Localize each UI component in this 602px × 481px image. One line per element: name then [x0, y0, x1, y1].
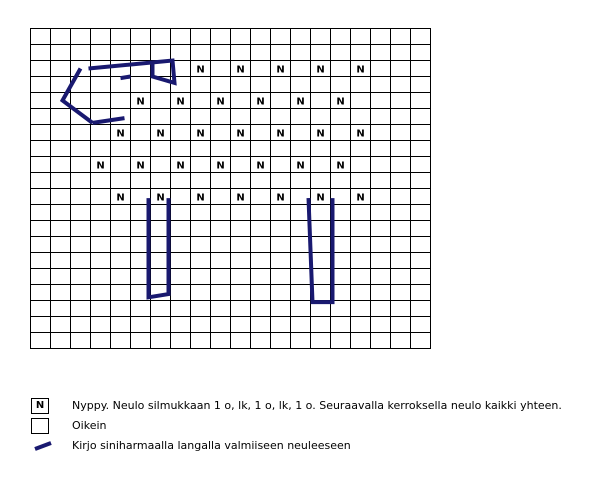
nyppy-symbol: N	[276, 128, 285, 140]
nyppy-symbol: N	[356, 128, 365, 140]
legend-nyppy-swatch: N	[31, 398, 49, 414]
nyppy-symbol: N	[136, 160, 145, 172]
nyppy-symbol: N	[216, 160, 225, 172]
legend-kirjo-swatch	[34, 441, 52, 451]
nyppy-symbol: N	[356, 64, 365, 76]
nyppy-symbol: N	[156, 128, 165, 140]
nyppy-symbol: N	[336, 96, 345, 108]
nyppy-symbol: N	[196, 128, 205, 140]
legend-row-oikein	[31, 418, 601, 434]
legend-oikein-text: Oikein	[72, 419, 107, 432]
nyppy-symbol: N	[296, 96, 305, 108]
embroidery-stroke	[121, 77, 131, 79]
nyppy-symbol: N	[176, 96, 185, 108]
nyppy-symbol: N	[116, 192, 125, 204]
nyppy-symbol: N	[176, 160, 185, 172]
nyppy-symbol: N	[296, 160, 305, 172]
nyppy-symbol: N	[116, 128, 125, 140]
nyppy-symbol: N	[316, 128, 325, 140]
nyppy-symbol: N	[256, 160, 265, 172]
nyppy-symbol: N	[276, 192, 285, 204]
nyppy-symbol: N	[256, 96, 265, 108]
nyppy-symbol: N	[196, 192, 205, 204]
legend-kirjo-text: Kirjo siniharmaalla langalla valmiiseen neuleeseen	[72, 439, 351, 452]
nyppy-symbol: N	[316, 64, 325, 76]
nyppy-symbol: N	[236, 192, 245, 204]
nyppy-symbol: N	[356, 192, 365, 204]
legend-oikein-swatch	[31, 418, 49, 434]
nyppy-symbol: N	[276, 64, 285, 76]
legend	[31, 398, 601, 458]
nyppy-symbol: N	[236, 128, 245, 140]
legend-row-nyppy	[31, 398, 601, 414]
nyppy-symbol: N	[336, 160, 345, 172]
nyppy-symbol: N	[96, 160, 105, 172]
nyppy-symbol: N	[196, 64, 205, 76]
legend-nyppy-text: Nyppy. Neulo silmukkaan 1 o, lk, 1 o, lk, 1 o. Seuraavalla kerroksella neulo kaikki yhteen.	[72, 399, 562, 412]
nyppy-symbol: N	[156, 192, 165, 204]
legend-row-kirjo	[31, 438, 601, 454]
nyppy-symbol: N	[316, 192, 325, 204]
chart-grid	[31, 29, 431, 349]
nyppy-symbol: N	[216, 96, 225, 108]
nyppy-symbol: N	[236, 64, 245, 76]
nyppy-symbol: N	[136, 96, 145, 108]
